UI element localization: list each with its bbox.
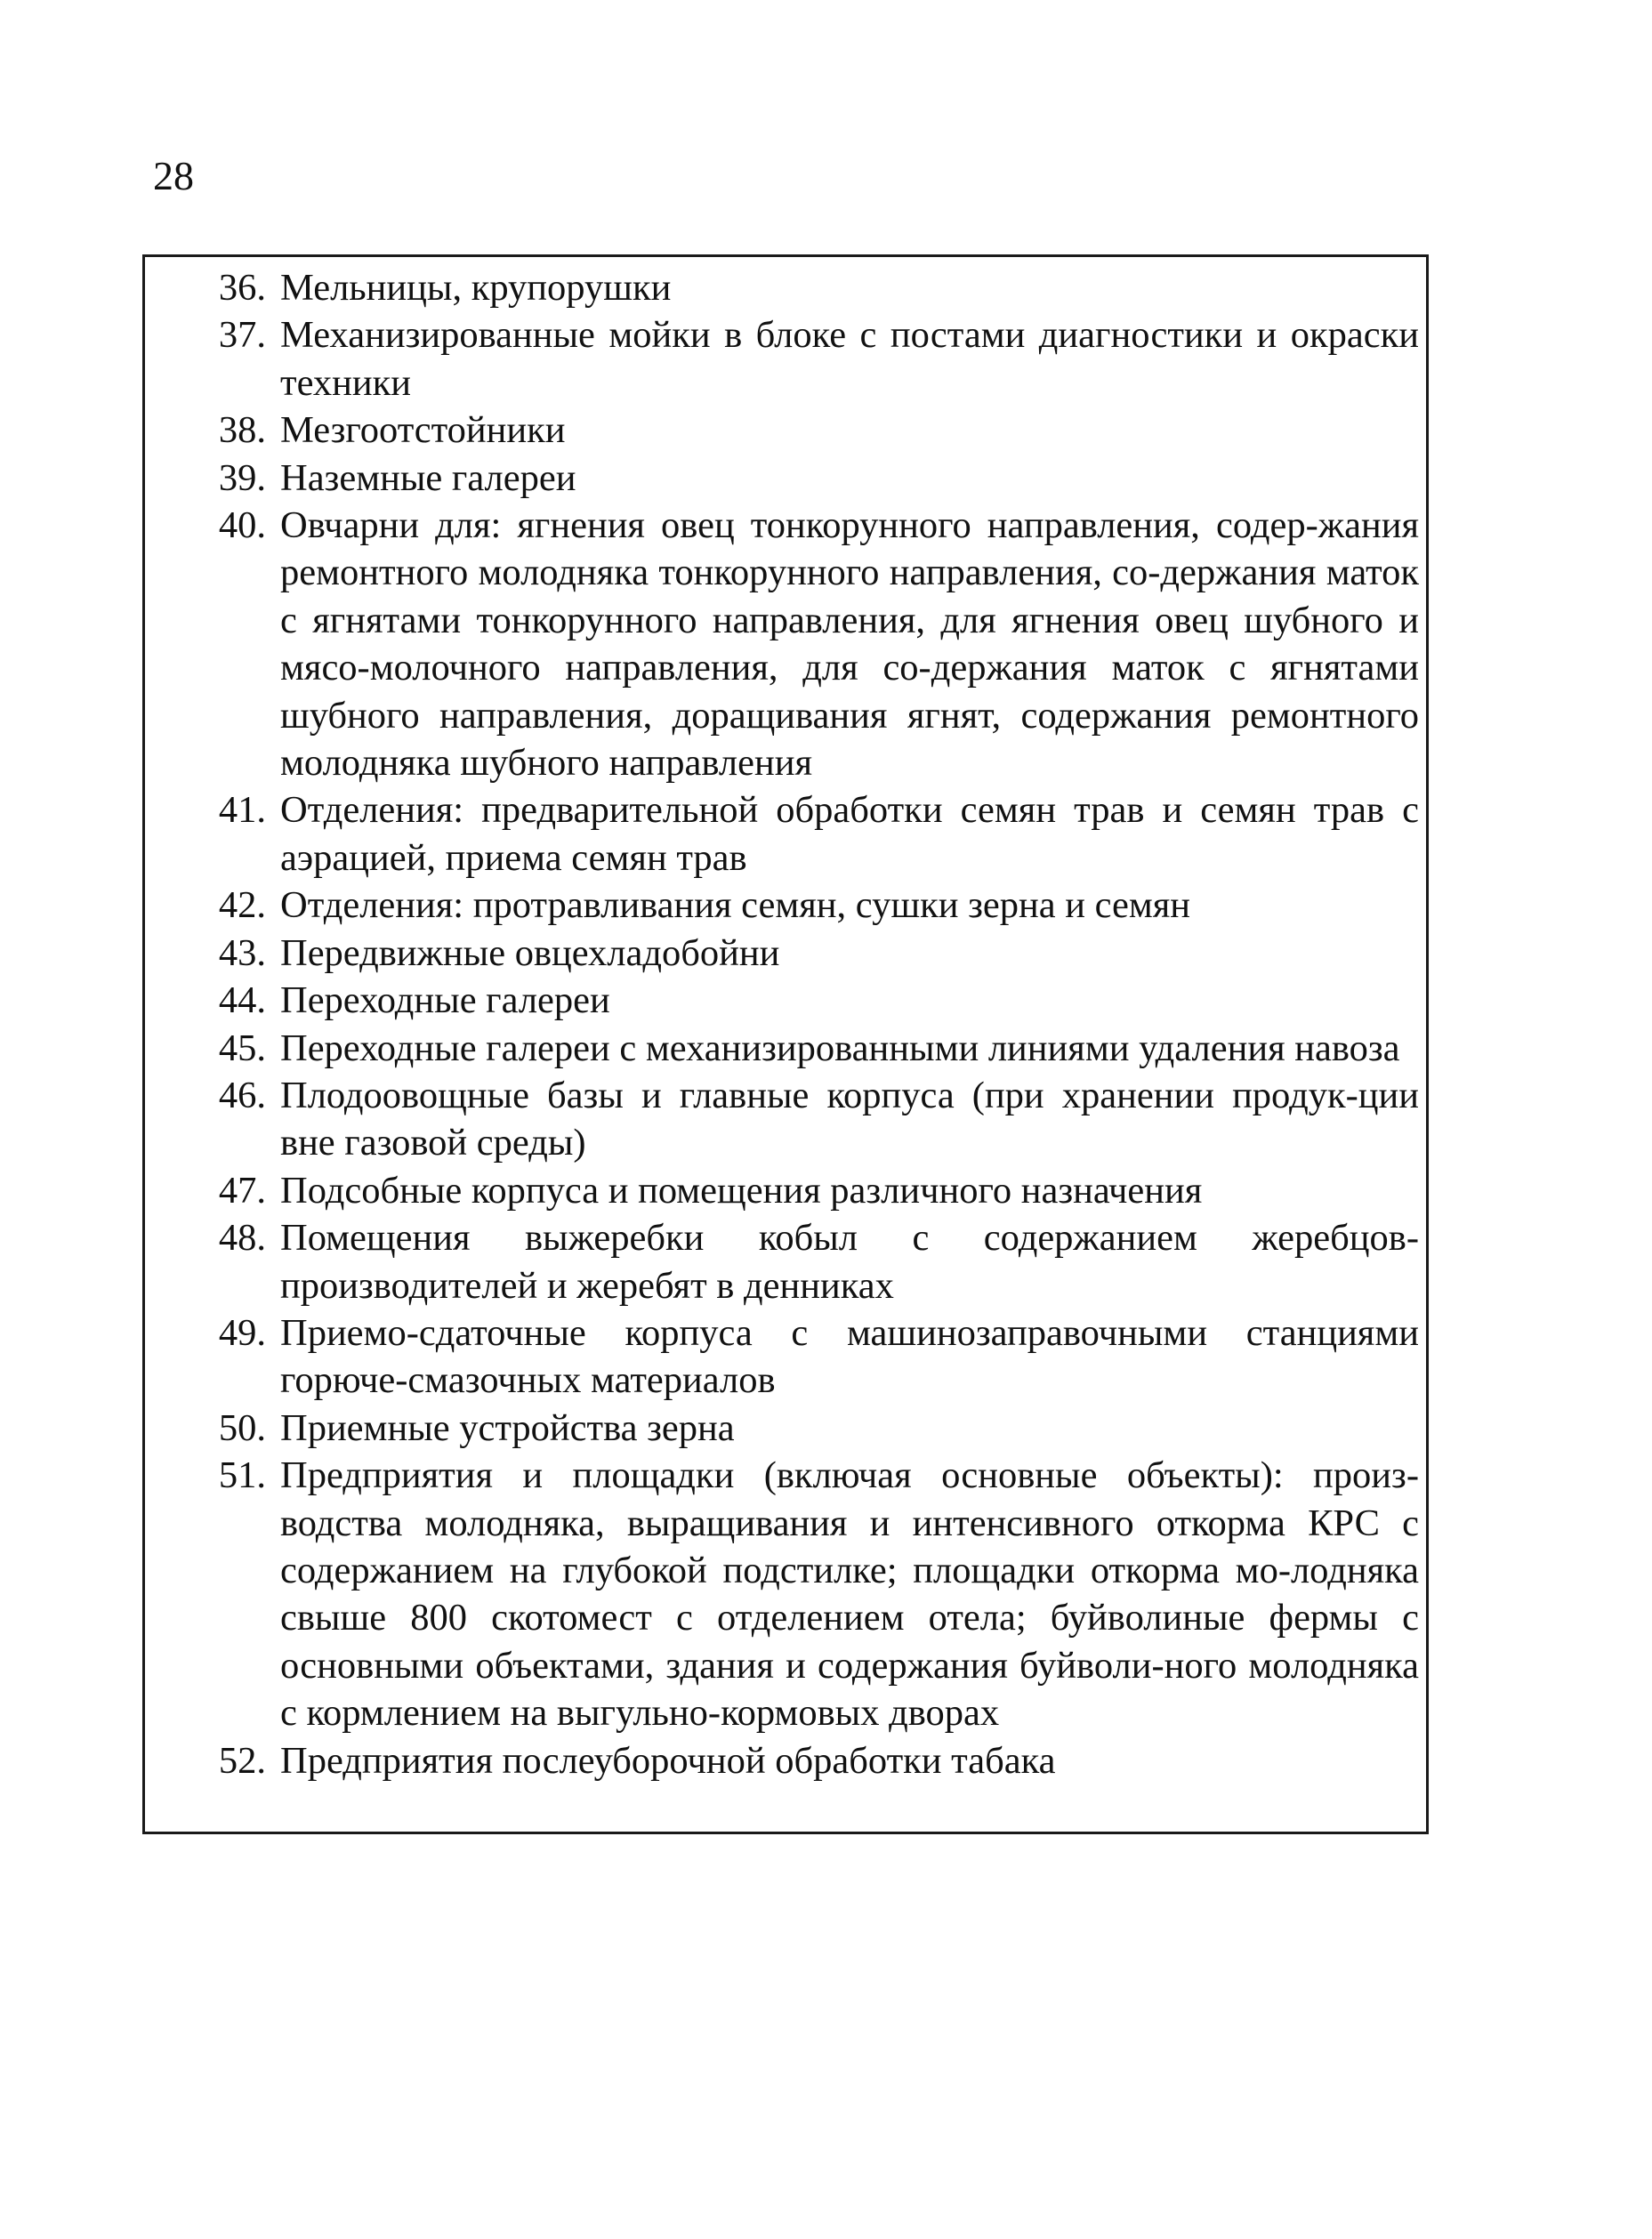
item-text: Приемные устройства зерна <box>280 1406 735 1449</box>
list-item <box>145 786 1419 882</box>
numbered-list <box>145 264 1419 1784</box>
item-number: 36. <box>218 267 266 309</box>
item-text: Механизированные мойки в блоке с постами диагностики и окраски техники <box>280 314 1419 404</box>
item-text: Отделения: протравливания семян, сушки зерна и семян <box>280 884 1191 927</box>
list-item <box>145 1452 1419 1736</box>
item-text: Переходные галереи <box>280 979 610 1022</box>
item-number: 48. <box>218 1217 266 1260</box>
item-number: 44. <box>218 979 266 1022</box>
list-item <box>145 930 1419 977</box>
list-item <box>145 1025 1419 1072</box>
item-number: 40. <box>218 504 266 547</box>
item-number: 43. <box>218 931 266 974</box>
list-box <box>142 254 1429 1834</box>
item-text: Предприятия послеуборочной обработки табака <box>280 1739 1056 1782</box>
item-text: Отделения: предварительной обработки семян трав и семян трав с аэрацией, приема семян трав <box>280 789 1419 879</box>
page-number: 28 <box>153 153 194 198</box>
item-text: Мезгоотстойники <box>280 409 566 452</box>
item-number: 49. <box>218 1311 266 1354</box>
item-number: 37. <box>218 314 266 357</box>
list-item <box>145 977 1419 1024</box>
list-item <box>145 1737 1419 1784</box>
list-item <box>145 264 1419 311</box>
list-item <box>145 1309 1419 1405</box>
item-number: 47. <box>218 1169 266 1212</box>
list-item <box>145 455 1419 502</box>
item-text: Мельницы, крупорушки <box>280 267 672 309</box>
list-item <box>145 1214 1419 1309</box>
list-item <box>145 882 1419 929</box>
item-text: Наземные галереи <box>280 456 576 499</box>
item-number: 39. <box>218 456 266 499</box>
item-text: Овчарни для: ягнения овец тонкорунного направления, содер-жания ремонтного молодняка тонкорунного направления, со-держания маток с ягнятами тонкорунного направления, для ягнения овец шубного и мясо-молочного направления, для со-держания маток с ягнятами шубного направления, доращивания ягнят, содержания ремонтного молодняка шубного направления <box>280 504 1419 785</box>
item-number: 42. <box>218 884 266 927</box>
item-text: Переходные галереи с механизированными линиями удаления навоза <box>280 1027 1400 1069</box>
list-item <box>145 1167 1419 1214</box>
item-number: 52. <box>218 1739 266 1782</box>
item-number: 51. <box>218 1454 266 1497</box>
list-item <box>145 502 1419 786</box>
list-item <box>145 1072 1419 1167</box>
item-number: 45. <box>218 1027 266 1069</box>
item-text: Передвижные овцехладобойни <box>280 931 780 974</box>
item-text: Приемо-сдаточные корпуса с машинозаправочными станциями горюче-смазочных материалов <box>280 1311 1419 1402</box>
item-text: Подсобные корпуса и помещения различного назначения <box>280 1169 1203 1212</box>
item-text: Плодоовощные базы и главные корпуса (при хранении продук-ции вне газовой среды) <box>280 1074 1419 1164</box>
list-item <box>145 311 1419 407</box>
item-text: Предприятия и площадки (включая основные объекты): произ-водства молодняка, выращивания и интенсивного откорма КРС с содержанием на глубокой подстилке; площадки откорма мо-лодняка свыше 800 скотомест с отделением отела; буйволиные фермы с основными объектами, здания и содержания буйволи-ного молодняка с кормлением на выгульно-кормовых дворах <box>280 1454 1419 1735</box>
list-item <box>145 407 1419 454</box>
list-item <box>145 1405 1419 1452</box>
item-number: 38. <box>218 409 266 452</box>
item-text: Помещения выжеребки кобыл с содержанием жеребцов-производителей и жеребят в денниках <box>280 1217 1419 1307</box>
item-number: 46. <box>218 1074 266 1116</box>
item-number: 41. <box>218 789 266 832</box>
item-number: 50. <box>218 1406 266 1449</box>
